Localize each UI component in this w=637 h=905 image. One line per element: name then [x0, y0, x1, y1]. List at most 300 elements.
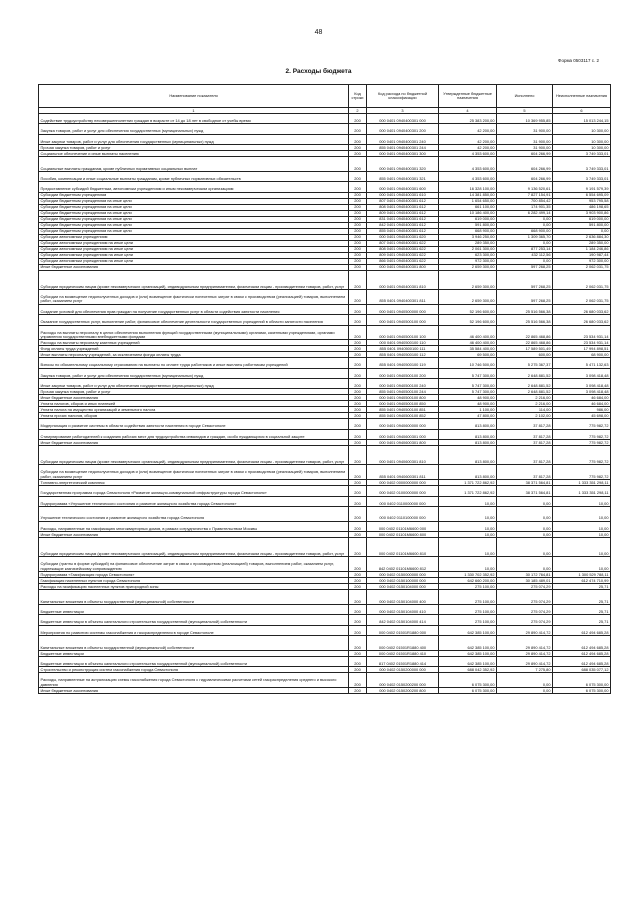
row-line-code: 200	[349, 325, 367, 340]
row-executed: 29 890 414,72	[497, 625, 553, 635]
row-line-code: 200	[349, 379, 367, 389]
row-remaining: 775 982,72	[553, 440, 611, 446]
row-line-code: 200	[349, 114, 367, 124]
row-executed: 597 268,25	[497, 270, 553, 289]
row-line-code: 200	[349, 446, 367, 465]
row-classification-code: 000 0402 0150104000 400	[367, 590, 439, 605]
row-classification-code: 000 0401 0940500100 800	[367, 395, 439, 401]
table-row	[39, 636, 611, 651]
row-remaining: 10,00	[553, 557, 611, 572]
row-executed: 2 648 881,52	[497, 368, 553, 378]
row-classification-code: 855 0401 0940500100 119	[367, 358, 439, 368]
row-name: Субсидии на возмещение недополученных доходов и (или) возмещение фактически понесенных затрат в связи с производством (реализацией) товаров, выполнением работ, оказанием услуг	[39, 465, 349, 480]
row-approved: 6 075 300,00	[439, 673, 497, 688]
row-executed: 37 817,28	[497, 419, 553, 429]
row-executed: 114,00	[497, 407, 553, 413]
row-classification-code: 855 0401 0940400301 811	[367, 289, 439, 304]
row-remaining: 3 098 418,48	[553, 368, 611, 378]
row-executed: 0,00	[497, 688, 553, 694]
table-row	[39, 615, 611, 625]
table-row	[39, 590, 611, 605]
row-line-code: 200	[349, 572, 367, 578]
header-approved: Утвержденные бюджетные назначения	[439, 85, 497, 108]
row-name: Капитальные вложения в объекты государственной (муниципальной) собственности	[39, 636, 349, 651]
row-remaining: 2 636 884,30	[553, 234, 611, 240]
row-remaining: 2 062 031,75	[553, 264, 611, 270]
row-approved: 4 353 600,00	[439, 171, 497, 181]
row-approved: 813 800,00	[439, 440, 497, 446]
row-classification-code: 000 0402 0150104000 410	[367, 605, 439, 615]
row-executed: 877 253,14	[497, 246, 553, 252]
row-executed: 0,00	[497, 216, 553, 222]
row-name: Закупка товаров, работ и услуг для обеспечения государственных (муниципальных) нужд	[39, 368, 349, 378]
row-executed: 0,00	[497, 673, 553, 688]
row-approved: 1 371 722 862,92	[439, 486, 497, 496]
row-name: Улучшение технического состояния и развитие жилищного хозяйства города Севастополя	[39, 507, 349, 522]
table-row	[39, 358, 611, 368]
row-line-code: 200	[349, 145, 367, 151]
row-classification-code: 855 0401 0940500100 112	[367, 352, 439, 358]
row-name: Иные выплаты персоналу учреждений, за исключением фонда оплаты труда	[39, 352, 349, 358]
row-line-code: 200	[349, 151, 367, 157]
table-row	[39, 446, 611, 465]
row-classification-code: 855 0401 0940500100 111	[367, 346, 439, 352]
row-remaining: 1 300 529 788,11	[553, 572, 611, 578]
row-name: Капитальные вложения в объекты государственной (муниципальной) собственности	[39, 590, 349, 605]
row-classification-code: 855 0401 0940400301 244	[367, 145, 439, 151]
row-approved: 275 100,00	[439, 605, 497, 615]
row-approved: 642 660 200,00	[439, 578, 497, 584]
row-classification-code: 000 0402 0000000000 000	[367, 480, 439, 486]
row-classification-code: 000 0402 01501R1880 410	[367, 650, 439, 656]
row-remaining: 619 000,00	[553, 216, 611, 222]
row-classification-code: 842 0402 01101M6600 812	[367, 557, 439, 572]
row-remaining: 3 903 900,86	[553, 210, 611, 216]
row-line-code: 200	[349, 584, 367, 590]
row-approved: 25 383 200,00	[439, 114, 497, 124]
row-executed: 10 369 955,85	[497, 114, 553, 124]
row-approved: 1 330 702 352,92	[439, 572, 497, 578]
row-approved: 972 300,00	[439, 258, 497, 264]
row-approved: 1 654 650,00	[439, 198, 497, 204]
row-line-code: 200	[349, 578, 367, 584]
row-approved: 46 400 400,00	[439, 340, 497, 346]
row-classification-code: 000 0401 0940400301 320	[367, 157, 439, 172]
row-name: Уплата прочих налогов, сборов	[39, 413, 349, 419]
row-approved: 42 200,00	[439, 134, 497, 144]
row-executed: 5 275 367,37	[497, 358, 553, 368]
row-name: Строительство и реконструкция систем газоснабжения города Севастополя	[39, 667, 349, 673]
row-classification-code: 000 0401 0940400301 000	[367, 114, 439, 124]
row-name: Расходы на газификацию населенных пунктов пригородной зоны	[39, 584, 349, 590]
row-executed: 29 890 414,72	[497, 650, 553, 656]
row-classification-code: 000 0401 0940400301 810	[367, 270, 439, 289]
row-line-code: 200	[349, 538, 367, 557]
row-approved: 10,00	[439, 538, 497, 557]
row-remaining: 775 982,72	[553, 429, 611, 439]
row-classification-code: 000 0402 0100000000 000	[367, 486, 439, 496]
row-name: Субсидии бюджетным учреждениям	[39, 192, 349, 198]
row-classification-code: 000 0401 0940600301 810	[367, 446, 439, 465]
table-row	[39, 304, 611, 314]
row-executed: 37 817,28	[497, 465, 553, 480]
row-approved: 2 659 300,00	[439, 289, 497, 304]
row-approved: 2 659 300,00	[439, 270, 497, 289]
row-name: Пособия, компенсации и иные социальные выплаты гражданам, кроме публичных нормативных обязательств	[39, 171, 349, 181]
row-line-code: 200	[349, 252, 367, 258]
row-remaining: 1 333 351 298,11	[553, 486, 611, 496]
row-classification-code: 000 0401 0940500100 100	[367, 325, 439, 340]
row-remaining: 1 184 246,86	[553, 246, 611, 252]
row-name: Расходы, направленные на газификацию многоквартирных домов, в рамках сотрудничества с Правительством Москвы	[39, 521, 349, 531]
row-remaining: 612 474 710,99	[553, 578, 611, 584]
row-line-code: 200	[349, 486, 367, 496]
row-name: Бюджетные инвестиции	[39, 605, 349, 615]
row-remaining: 68 900,00	[553, 352, 611, 358]
row-approved: 48 900,00	[439, 401, 497, 407]
row-line-code: 200	[349, 198, 367, 204]
row-name: Субсидии бюджетным учреждениям на иные цели	[39, 228, 349, 234]
row-classification-code: 808 0401 0940400301 612	[367, 204, 439, 210]
row-approved: 14 381 850,00	[439, 192, 497, 198]
header-line-code: Код строки	[349, 85, 367, 108]
row-line-code: 200	[349, 368, 367, 378]
row-line-code: 200	[349, 440, 367, 446]
row-name: Газификация населенных пунктов города Севастополя	[39, 578, 349, 584]
row-remaining: 775 982,72	[553, 419, 611, 429]
row-approved: 10 186 400,00	[439, 210, 497, 216]
table-row	[39, 688, 611, 694]
row-classification-code: 000 0402 01501R1880 400	[367, 636, 439, 651]
row-approved: 275 100,00	[439, 590, 497, 605]
row-approved: 642 385 100,00	[439, 625, 497, 635]
row-classification-code: 000 0402 0110100000 000	[367, 507, 439, 522]
row-classification-code: 000 0401 0940400301 240	[367, 134, 439, 144]
row-remaining: 986,00	[553, 407, 611, 413]
row-remaining: 10,00	[553, 538, 611, 557]
row-classification-code: 000 0402 0150104000 000	[367, 584, 439, 590]
row-name: Фонд оплаты труда учреждений	[39, 346, 349, 352]
row-approved: 661 100,00	[439, 204, 497, 210]
column-number: 1	[39, 108, 349, 114]
row-remaining: 25,71	[553, 615, 611, 625]
row-executed: 0,00	[497, 222, 553, 228]
row-classification-code: 000 0401 0940500100 850	[367, 401, 439, 407]
expenditure-table	[38, 84, 611, 694]
row-remaining: 2 062 031,75	[553, 289, 611, 304]
row-name: Субсидии бюджетным учреждениям на иные цели	[39, 198, 349, 204]
row-name: Иные закупки товаров, работ и услуг для обеспечения государственных (муниципальных) нужд	[39, 134, 349, 144]
row-name: Уплата налога на имущество организаций и земельного налога	[39, 407, 349, 413]
row-approved: 6 075 300,00	[439, 688, 497, 694]
row-executed: 29 890 414,72	[497, 656, 553, 666]
row-approved: 2 659 300,00	[439, 264, 497, 270]
table-row	[39, 486, 611, 496]
row-name: Оказание государственных услуг, выполнение работ, финансовое обеспечение деятельности государственных учреждений в области занятости населения	[39, 315, 349, 325]
row-name: Бюджетные инвестиции в объекты капитального строительства государственной (муниципальной) собственности	[39, 656, 349, 666]
row-approved: 5 747 300,00	[439, 389, 497, 395]
row-name: Топливно-энергетический комплекс	[39, 480, 349, 486]
row-approved: 1 100,00	[439, 407, 497, 413]
row-classification-code: 000 0402 01101M6600 810	[367, 538, 439, 557]
row-classification-code: 000 0401 0940400301 600	[367, 182, 439, 192]
row-classification-code: 855 0401 0940600301 811	[367, 465, 439, 480]
row-name: Стимулирование работодателей к созданию рабочих мест для трудоустройства инвалидов и граждан, особо нуждающихся в социальной защите	[39, 429, 349, 439]
row-classification-code: 000 0402 0150200200 800	[367, 688, 439, 694]
row-remaining: 23 534 931,14	[553, 325, 611, 340]
row-line-code: 200	[349, 507, 367, 522]
row-classification-code: 000 0401 0940500100 000	[367, 315, 439, 325]
row-remaining: 17 994 898,51	[553, 346, 611, 352]
column-number: 4	[439, 108, 497, 114]
row-classification-code: 000 0401 0940400301 620	[367, 234, 439, 240]
row-name: Субсидии юридическим лицам (кроме некоммерческих организаций), индивидуальным предпринимателям, физическим лицам - производителям товаров, работ, услуг	[39, 538, 349, 557]
row-classification-code: 855 0401 0940400301 612	[367, 228, 439, 234]
row-remaining: 15 013 244,15	[553, 114, 611, 124]
row-line-code: 200	[349, 650, 367, 656]
row-approved: 10,00	[439, 557, 497, 572]
row-line-code: 200	[349, 496, 367, 506]
row-approved: 10,00	[439, 521, 497, 531]
row-executed: 1 309 365,70	[497, 234, 553, 240]
row-approved: 275 100,00	[439, 584, 497, 590]
row-approved: 5 747 300,00	[439, 368, 497, 378]
row-name: Закупка товаров, работ и услуг для обеспечения государственных (муниципальных) нужд	[39, 124, 349, 134]
row-approved: 69 500,00	[439, 352, 497, 358]
row-executed: 604 266,99	[497, 151, 553, 157]
row-line-code: 200	[349, 210, 367, 216]
row-approved: 10,00	[439, 507, 497, 522]
row-approved: 4 353 600,00	[439, 157, 497, 172]
row-line-code: 200	[349, 688, 367, 694]
row-remaining: 3 098 418,48	[553, 379, 611, 389]
row-name: Подпрограмма «Газификация города Севастополя»	[39, 572, 349, 578]
table-row	[39, 368, 611, 378]
row-name: Субсидии автономным учреждениям на иные цели	[39, 252, 349, 258]
row-line-code: 200	[349, 304, 367, 314]
row-remaining: 10,00	[553, 532, 611, 538]
table-row	[39, 656, 611, 666]
row-line-code: 200	[349, 134, 367, 144]
row-executed: 38 371 564,81	[497, 480, 553, 486]
row-line-code: 200	[349, 216, 367, 222]
row-classification-code: 000 0401 0940500100 110	[367, 340, 439, 346]
row-name: Субсидии бюджетным учреждениям на иные цели	[39, 216, 349, 222]
row-classification-code: 000 0402 01501R1880 000	[367, 625, 439, 635]
row-approved: 42 200,00	[439, 124, 497, 134]
row-name: Субсидии бюджетным учреждениям на иные цели	[39, 222, 349, 228]
row-remaining: 972 300,00	[553, 258, 611, 264]
row-classification-code: 000 0401 0940600301 000	[367, 429, 439, 439]
row-remaining: 3 749 333,01	[553, 171, 611, 181]
row-classification-code: 000 0401 0940500000 000	[367, 304, 439, 314]
row-executed: 37 817,28	[497, 429, 553, 439]
row-remaining: 6 554 695,09	[553, 192, 611, 198]
row-remaining: 6 075 300,00	[553, 673, 611, 688]
row-line-code: 200	[349, 222, 367, 228]
row-executed: 275 074,29	[497, 605, 553, 615]
row-remaining: 10,00	[553, 496, 611, 506]
row-remaining: 0,00	[553, 228, 611, 234]
row-executed: 25 516 566,38	[497, 304, 553, 314]
row-line-code: 200	[349, 407, 367, 413]
row-name: Государственная программа города Севастополя «Развитие жилищно-коммунальной инфраструктуры города Севастополя»	[39, 486, 349, 496]
row-line-code: 200	[349, 352, 367, 358]
row-name: Содействие трудоустройству несовершеннолетних граждан в возрасте от 14 до 18 лет в свободное от учебы время	[39, 114, 349, 124]
row-name: Субсидии юридическим лицам (кроме некоммерческих организаций), индивидуальным предпринимателям, физическим лицам - производителям товаров, работ, услуг	[39, 270, 349, 289]
row-remaining: 190 987,44	[553, 252, 611, 258]
row-line-code: 200	[349, 389, 367, 395]
table-row	[39, 124, 611, 134]
row-executed: 2 648 881,52	[497, 379, 553, 389]
row-line-code: 200	[349, 258, 367, 264]
row-classification-code: 807 0401 0940400301 612	[367, 198, 439, 204]
row-approved: 52 196 600,00	[439, 304, 497, 314]
row-remaining: 289 350,00	[553, 240, 611, 246]
row-classification-code: 000 0401 0940500100 200	[367, 368, 439, 378]
row-approved: 3 946 250,00	[439, 234, 497, 240]
row-name: Расходы на выплаты персоналу в целях обеспечения выполнения функций государственными (муниципальными) органами, казенными учреждениями, органами управления государственными внебюджетными фондами	[39, 325, 349, 340]
row-line-code: 200	[349, 340, 367, 346]
row-line-code: 200	[349, 625, 367, 635]
row-classification-code: 855 0401 0940400301 321	[367, 171, 439, 181]
row-line-code: 200	[349, 157, 367, 172]
row-remaining: 6 075 300,00	[553, 688, 611, 694]
row-executed: 25 516 566,38	[497, 315, 553, 325]
row-line-code: 200	[349, 192, 367, 198]
row-approved: 642 385 100,00	[439, 656, 497, 666]
row-approved: 5 747 300,00	[439, 379, 497, 389]
row-name: Социальное обеспечение и иные выплаты населению	[39, 151, 349, 157]
row-name: Субсидии юридическим лицам (кроме некоммерческих организаций), индивидуальным предпринимателям, физическим лицам - производителям товаров, работ, услуг	[39, 446, 349, 465]
row-remaining: 775 982,72	[553, 446, 611, 465]
row-classification-code: 000 0401 0940600301 800	[367, 440, 439, 446]
row-executed: 604 266,99	[497, 171, 553, 181]
row-executed: 30 185 489,01	[497, 578, 553, 584]
row-name: Субсидии автономным учреждениям на иные цели	[39, 258, 349, 264]
row-name: Модернизация и развитие системы в области содействия занятости населения в городе Севастополе	[39, 419, 349, 429]
row-classification-code: 000 0402 0150200200 000	[367, 673, 439, 688]
table-row	[39, 419, 611, 429]
row-classification-code: 000 0401 0940500100 240	[367, 379, 439, 389]
row-line-code: 200	[349, 557, 367, 572]
row-executed: 432 112,56	[497, 252, 553, 258]
row-approved: 591 800,00	[439, 222, 497, 228]
row-classification-code: 000 0402 0150200000 000	[367, 667, 439, 673]
table-row	[39, 289, 611, 304]
column-number: 2	[349, 108, 367, 114]
row-approved: 10,00	[439, 496, 497, 506]
row-name: Взносы по обязательному социальному страхованию на выплаты по оплате труда работников и иные выплаты работникам учреждений	[39, 358, 349, 368]
page-number: 48	[314, 29, 323, 36]
row-line-code: 200	[349, 532, 367, 538]
row-executed: 7 275,80	[497, 667, 553, 673]
row-executed: 22 865 468,86	[497, 325, 553, 340]
row-remaining: 26 680 033,62	[553, 315, 611, 325]
table-row	[39, 557, 611, 572]
row-executed: 31 900,00	[497, 134, 553, 144]
row-classification-code: 831 0401 0940400301 612	[367, 216, 439, 222]
row-remaining: 10 300,00	[553, 145, 611, 151]
row-executed: 31 900,00	[497, 124, 553, 134]
row-classification-code: 842 0402 0150104000 414	[367, 615, 439, 625]
row-approved: 813 800,00	[439, 419, 497, 429]
column-number: 3	[367, 108, 439, 114]
row-executed: 604 266,99	[497, 157, 553, 172]
row-executed: 37 817,28	[497, 446, 553, 465]
row-remaining: 3 098 418,48	[553, 389, 611, 395]
row-remaining: 612 494 685,28	[553, 656, 611, 666]
table-row	[39, 325, 611, 340]
row-executed: 29 890 414,72	[497, 636, 553, 651]
row-name: Субсидии автономным учреждениям на иные цели	[39, 246, 349, 252]
row-line-code: 200	[349, 465, 367, 480]
row-executed: 38 371 564,81	[497, 486, 553, 496]
row-executed: 0,00	[497, 258, 553, 264]
row-approved: 642 385 100,00	[439, 636, 497, 651]
row-line-code: 200	[349, 204, 367, 210]
row-approved: 47 800,00	[439, 413, 497, 419]
row-approved: 48 900,00	[439, 395, 497, 401]
table-row	[39, 496, 611, 506]
row-approved: 10,00	[439, 532, 497, 538]
row-approved: 688 042 352,92	[439, 667, 497, 673]
row-remaining: 23 534 931,14	[553, 340, 611, 346]
header-remaining: Неисполненные назначения	[553, 85, 611, 108]
row-classification-code: 000 0401 0940400301 610	[367, 192, 439, 198]
row-line-code: 200	[349, 656, 367, 666]
row-approved: 642 385 100,00	[439, 650, 497, 656]
row-approved: 289 350,00	[439, 240, 497, 246]
row-name: Субсидии бюджетным учреждениям на иные цели	[39, 210, 349, 216]
row-classification-code: 000 0402 01101M6600 800	[367, 532, 439, 538]
row-line-code: 200	[349, 315, 367, 325]
row-remaining: 46 684,00	[553, 395, 611, 401]
row-executed: 597 268,25	[497, 264, 553, 270]
row-approved: 35 584 400,00	[439, 346, 497, 352]
table-row	[39, 270, 611, 289]
table-row	[39, 157, 611, 172]
row-executed: 275 074,29	[497, 584, 553, 590]
row-executed: 9 136 520,61	[497, 182, 553, 192]
row-name: Подпрограмма «Улучшение технического состояния и развитие жилищного хозяйства города Севастополя»	[39, 496, 349, 506]
row-line-code: 200	[349, 413, 367, 419]
row-line-code: 200	[349, 605, 367, 615]
header-name: Наименование показателя	[39, 85, 349, 108]
row-approved: 10 746 500,00	[439, 358, 497, 368]
column-number: 5	[497, 108, 553, 114]
row-line-code: 200	[349, 590, 367, 605]
row-executed: 0,00	[497, 521, 553, 531]
row-remaining: 46 684,00	[553, 401, 611, 407]
row-executed: 597 268,25	[497, 289, 553, 304]
row-executed: 600,00	[497, 352, 553, 358]
row-executed: 0,00	[497, 538, 553, 557]
row-remaining: 2 062 031,75	[553, 270, 611, 289]
row-name: Предоставление субсидий бюджетным, автономным учреждениям и иным некоммерческим организациям	[39, 182, 349, 192]
row-name: Субсидии автономным учреждениям на иные цели	[39, 240, 349, 246]
row-remaining: 612 494 685,28	[553, 625, 611, 635]
row-classification-code: 000 0401 0940400301 300	[367, 151, 439, 157]
row-line-code: 200	[349, 480, 367, 486]
row-classification-code: 000 0401 0940400301 800	[367, 264, 439, 270]
row-remaining: 688 035 077,12	[553, 667, 611, 673]
row-remaining: 10,00	[553, 507, 611, 522]
table-body	[39, 114, 611, 694]
row-line-code: 200	[349, 346, 367, 352]
row-classification-code: 808 0401 0940400301 622	[367, 246, 439, 252]
table-row	[39, 673, 611, 688]
